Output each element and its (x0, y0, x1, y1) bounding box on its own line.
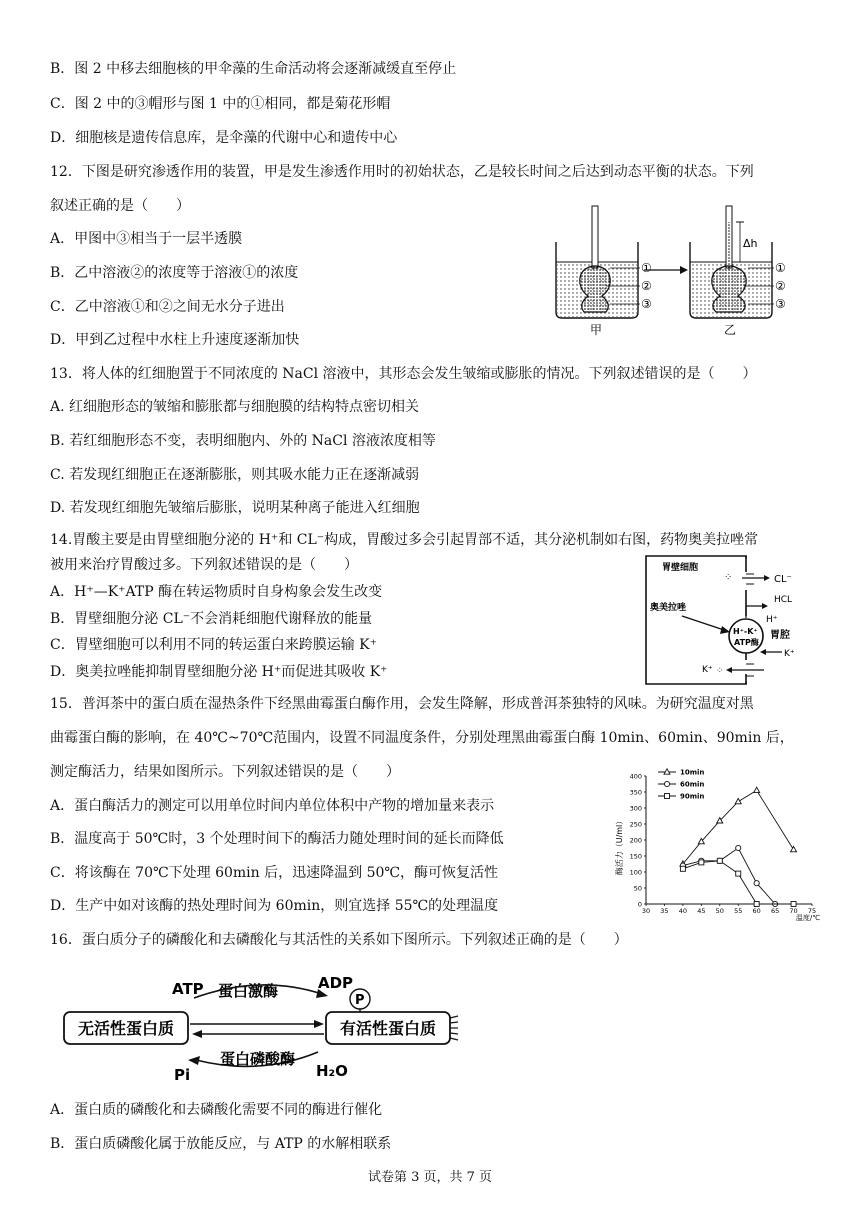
q12-stem-line2: 叙述正确的是（ ） (50, 198, 190, 214)
x-tick-label: 65 (770, 907, 780, 915)
legend-label-10min: 10min (680, 768, 705, 777)
y-tick-label: 350 (629, 788, 642, 797)
q15-stem-line3: 测定酶活力，结果如图所示。下列叙述错误的是（ ） (50, 764, 400, 780)
data-point-90min (791, 902, 796, 907)
x-tick-label: 70 (789, 907, 798, 915)
beaker-yi (690, 206, 772, 318)
data-point-10min (791, 846, 797, 851)
beaker-jia (556, 206, 638, 318)
x-tick-label: 55 (734, 907, 743, 915)
enzyme-activity-chart (612, 764, 830, 922)
data-point-90min (680, 866, 685, 871)
y-tick-label: 150 (629, 852, 642, 861)
x-tick-label: 50 (715, 907, 724, 915)
y-tick-label: 100 (629, 868, 642, 877)
chart-xlabel: 温度/℃ (795, 914, 821, 922)
osmosis-label-2-jia: ② (641, 279, 652, 293)
legend-marker-90min (665, 794, 670, 799)
svg-text:⁘: ⁘ (716, 666, 724, 676)
q14-stem-line2: 被用来治疗胃酸过多。下列叙述错误的是（ ） (50, 557, 358, 573)
phosphorylation-diagram (60, 972, 480, 1092)
inactive-protein-box: 无活性蛋白质 (77, 1019, 175, 1038)
osmosis-label-3-jia: ③ (641, 297, 652, 311)
q13-stem: 13．将人体的红细胞置于不同浓度的 NaCl 溶液中，其形态会发生皱缩或膨胀的情况。下列叙述错误的是（ ） (50, 366, 757, 382)
series-line-60min (683, 848, 775, 904)
q14-option-b: B．胃壁细胞分泌 CL⁻不会消耗细胞代谢释放的能量 (50, 611, 373, 627)
label-jia: 甲 (590, 323, 603, 337)
q14-option-a: A．H⁺—K⁺ATP 酶在转运物质时自身构象会发生改变 (50, 584, 383, 600)
x-tick-label: 60 (752, 907, 761, 915)
q14-option-d: D．奥美拉唑能抑制胃壁细胞分泌 H⁺而促进其吸收 K⁺ (50, 664, 388, 680)
adp-label: ADP (318, 974, 354, 992)
stomach-cell-figure (642, 552, 802, 688)
legend-marker-60min (664, 781, 669, 786)
q16-option-a: A．蛋白质的磷酸化和去磷酸化需要不同的酶进行催化 (50, 1102, 383, 1118)
osmosis-label-1-jia: ① (641, 261, 652, 275)
data-point-90min (754, 902, 759, 907)
phosphate-icon: P (355, 993, 365, 1008)
q15-option-a: A．蛋白酶活力的测定可以用单位时间内单位体积中产物的增加量来表示 (50, 798, 495, 814)
y-tick-label: 50 (633, 884, 642, 893)
delta-h-label: Δh (743, 237, 758, 250)
phosphatase-label: 蛋白磷酸酶 (220, 1050, 296, 1068)
data-point-90min (736, 871, 741, 876)
active-protein-box: 有活性蛋白质 (339, 1019, 437, 1038)
svg-text:⁘: ⁘ (724, 572, 733, 583)
q12-option-a: A．甲图中③相当于一层半透膜 (50, 231, 243, 247)
q12-stem-line1: 12．下图是研究渗透作用的装置，甲是发生渗透作用时的初始状态，乙是较长时间之后达到动态平衡的状态。下列 (50, 164, 754, 180)
q12-option-d: D．甲到乙过程中水柱上升速度逐渐加快 (50, 332, 300, 348)
stomach-cell-label: 胃壁细胞 (662, 563, 699, 573)
legend-label-60min: 60min (680, 780, 705, 789)
atp-label: ATP (172, 980, 204, 998)
osmosis-label-3-yi: ③ (775, 297, 786, 311)
x-tick-label: 30 (641, 907, 651, 915)
y-tick-label: 200 (629, 836, 642, 845)
x-tick-label: 35 (660, 907, 669, 915)
data-point-10min (754, 787, 760, 792)
q11-option-c: C．图 2 中的③帽形与图 1 中的①相同，都是菊花形帽 (50, 96, 391, 112)
k-ion-out-label: K⁺ (784, 649, 795, 659)
omeprazole-label: 奥美拉唑 (650, 603, 687, 613)
stomach-cavity-label: 胃腔 (770, 630, 790, 641)
q14-option-c: C．胃壁细胞可以利用不同的转运蛋白来跨膜运输 K⁺ (50, 637, 378, 653)
y-tick-label: 250 (629, 820, 642, 829)
pi-label: Pi (174, 1066, 191, 1084)
q15-option-b: B．温度高于 50℃时，3 个处理时间下的酶活力随处理时间的延长而降低 (50, 831, 504, 847)
data-point-10min (735, 798, 741, 803)
q14-stem-line1: 14.胃酸主要是由胃壁细胞分泌的 H⁺和 CL⁻构成，胃酸过多会引起胃部不适，其分泌机制如右图，药物奥美拉唑常 (50, 532, 759, 548)
q13-option-c: C. 若发现红细胞正在逐渐膨胀，则其吸水能力正在逐渐减弱 (50, 467, 420, 483)
q15-option-d: D．生产中如对该酶的热处理时间为 60min，则宜选择 55℃的处理温度 (50, 898, 499, 914)
k-ion-in-label: K⁺ (702, 665, 713, 675)
hcl-label: HCL (774, 595, 793, 605)
y-tick-label: 400 (629, 772, 642, 781)
series-line-90min (683, 861, 794, 904)
q13-option-a: A. 红细胞形态的皱缩和膨胀都与细胞膜的结构特点密切相关 (50, 399, 420, 415)
q11-option-b: B．图 2 中移去细胞核的甲伞藻的生命活动将会逐渐减缓直至停止 (50, 61, 457, 77)
pump-label-top: H⁺-K⁺ (733, 627, 758, 636)
q11-option-d: D．细胞核是遗传信息库，是伞藻的代谢中心和遗传中心 (50, 130, 398, 146)
chart-ylabel: 酶活力（U/ml） (615, 816, 624, 876)
q15-stem-line2: 曲霉蛋白酶的影响，在 40℃~70℃范围内，设置不同温度条件，分别处理黑曲霉蛋白酶 10min、60min、90min 后， (50, 730, 794, 746)
page-footer: 试卷第 3 页，共 7 页 (367, 1170, 493, 1185)
q12-option-b: B．乙中溶液②的浓度等于溶液①的浓度 (50, 265, 299, 281)
osmosis-label-1-yi: ① (775, 261, 786, 275)
q15-option-c: C．将该酶在 70℃下处理 60min 后，迅速降温到 50℃，酶可恢复活性 (50, 865, 499, 881)
data-point-90min (717, 858, 722, 863)
q16-stem: 16．蛋白质分子的磷酸化和去磷酸化与其活性的关系如下图所示。下列叙述正确的是（ ） (50, 932, 628, 948)
q15-stem-line1: 15．普洱茶中的蛋白质在湿热条件下经黑曲霉蛋白酶作用，会发生降解，形成普洱茶独特的风味。为研究温度对黑 (50, 696, 754, 712)
q16-option-b: B．蛋白质磷酸化属于放能反应，与 ATP 的水解相联系 (50, 1136, 392, 1152)
x-tick-label: 40 (678, 907, 688, 915)
legend-label-90min: 90min (680, 792, 705, 801)
x-tick-label: 45 (697, 907, 706, 915)
legend-marker-10min (664, 769, 670, 774)
kinase-label: 蛋白激酶 (218, 982, 279, 1000)
data-point-60min (736, 845, 741, 850)
q13-option-d: D. 若发现红细胞先皱缩后膨胀，说明某种离子能进入红细胞 (50, 500, 420, 516)
label-yi: 乙 (724, 323, 737, 337)
cl-ion-label: CL⁻ (774, 574, 792, 585)
q13-option-b: B. 若红细胞形态不变，表明细胞内、外的 NaCl 溶液浓度相等 (50, 433, 436, 449)
osmosis-label-2-yi: ② (775, 279, 786, 293)
h-ion-label: H⁺ (766, 615, 778, 625)
y-tick-label: 300 (629, 804, 642, 813)
x-tick-label: 75 (807, 907, 817, 915)
osmosis-figure (548, 200, 798, 340)
data-point-60min (754, 881, 759, 886)
y-tick-label: 0 (637, 900, 642, 909)
q12-option-c: C．乙中溶液①和②之间无水分子进出 (50, 299, 285, 315)
data-point-90min (699, 860, 704, 865)
pump-label-bottom: ATP酶 (734, 638, 759, 647)
water-label: H₂O (316, 1062, 348, 1080)
